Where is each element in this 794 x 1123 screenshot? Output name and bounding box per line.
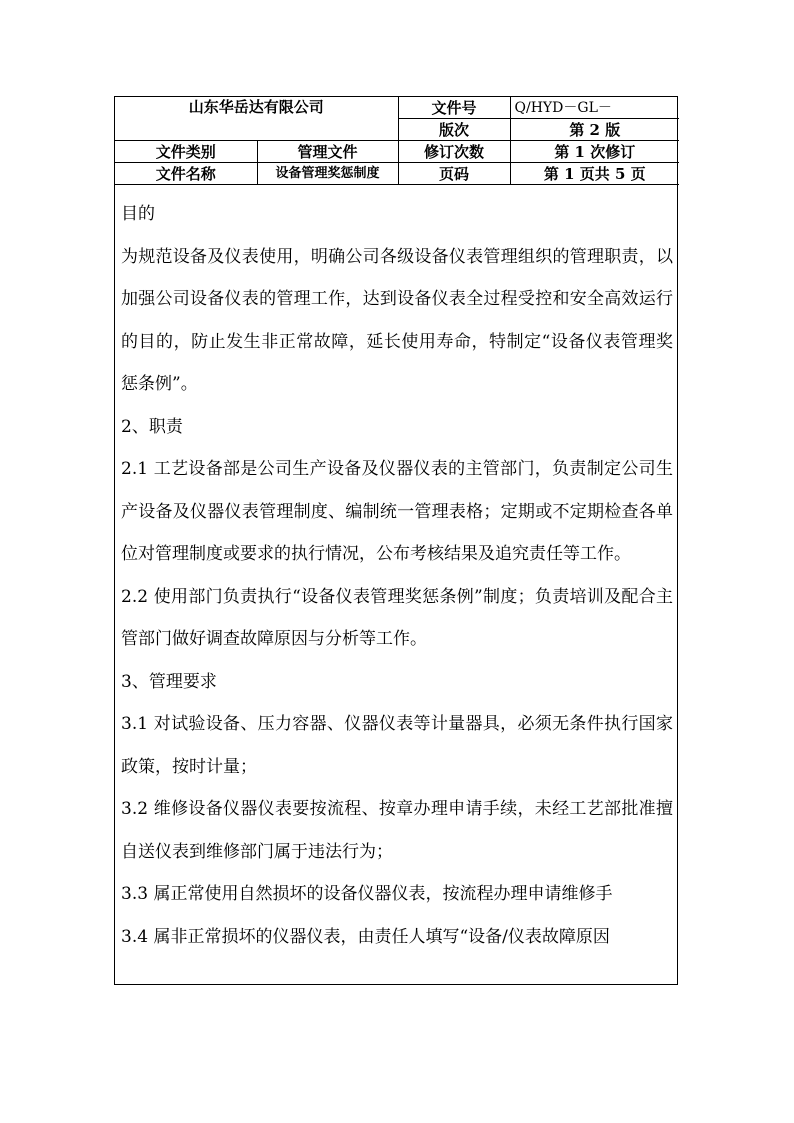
document-body (115, 185, 677, 958)
doc-name-label: 文件名称 (115, 163, 257, 185)
paragraph-3-2: 3.2 维修设备仪器仪表要按流程、按章办理申请手续，未经工艺部批准擅自送仪表到维修部门属于违法行为； (121, 799, 673, 862)
doc-number-value: Q/HYD－GL－ (510, 97, 679, 119)
page-label: 页码 (398, 163, 510, 185)
document-header-table (115, 97, 679, 185)
category-label: 文件类别 (115, 141, 257, 163)
section-heading-requirements: 3、管理要求 (121, 671, 217, 692)
page-value: 第 1 页共 5 页 (510, 163, 679, 185)
paragraph-purpose: 为规范设备及仪表使用，明确公司各级设备仪表管理组织的管理职责，以加强公司设备仪表的管理工作，达到设备仪表全过程受控和安全高效运行的目的，防止发生非正常故障，延长使用寿命，特制定“设备仪表管理奖惩条例”。 (121, 246, 673, 394)
document-frame (114, 96, 678, 985)
paragraph-2-2: 2.2 使用部门负责执行“设备仪表管理奖惩条例”制度；负责培训及配合主管部门做好调查故障原因与分析等工作。 (121, 586, 673, 649)
paragraph-3-4: 3.4 属非正常损坏的仪器仪表，由责任人填写“设备/仪表故障原因 (121, 926, 610, 947)
revision-label: 修订次数 (398, 141, 510, 163)
edition-value: 第 2 版 (510, 119, 679, 141)
section-heading-duties: 2、职责 (121, 416, 183, 437)
revision-value: 第 1 次修订 (510, 141, 679, 163)
paragraph-3-1: 3.1 对试验设备、压力容器、仪器仪表等计量器具，必须无条件执行国家政策，按时计量； (121, 714, 673, 777)
category-value: 管理文件 (257, 141, 398, 163)
company-name: 山东华岳达有限公司 (115, 97, 398, 141)
doc-name-value: 设备管理奖惩制度 (257, 163, 398, 185)
section-heading-purpose: 目的 (121, 204, 155, 224)
paragraph-2-1: 2.1 工艺设备部是公司生产设备及仪器仪表的主管部门，负责制定公司生产设备及仪器仪表管理制度、编制统一管理表格；定期或不定期检查各单位对管理制度或要求的执行情况，公布考核结果及追究责任等工作。 (121, 459, 673, 564)
doc-number-label: 文件号 (398, 97, 510, 119)
paragraph-3-3: 3.3 属正常使用自然损坏的设备仪器仪表，按流程办理申请维修手 (121, 884, 613, 904)
edition-label: 版次 (398, 119, 510, 141)
